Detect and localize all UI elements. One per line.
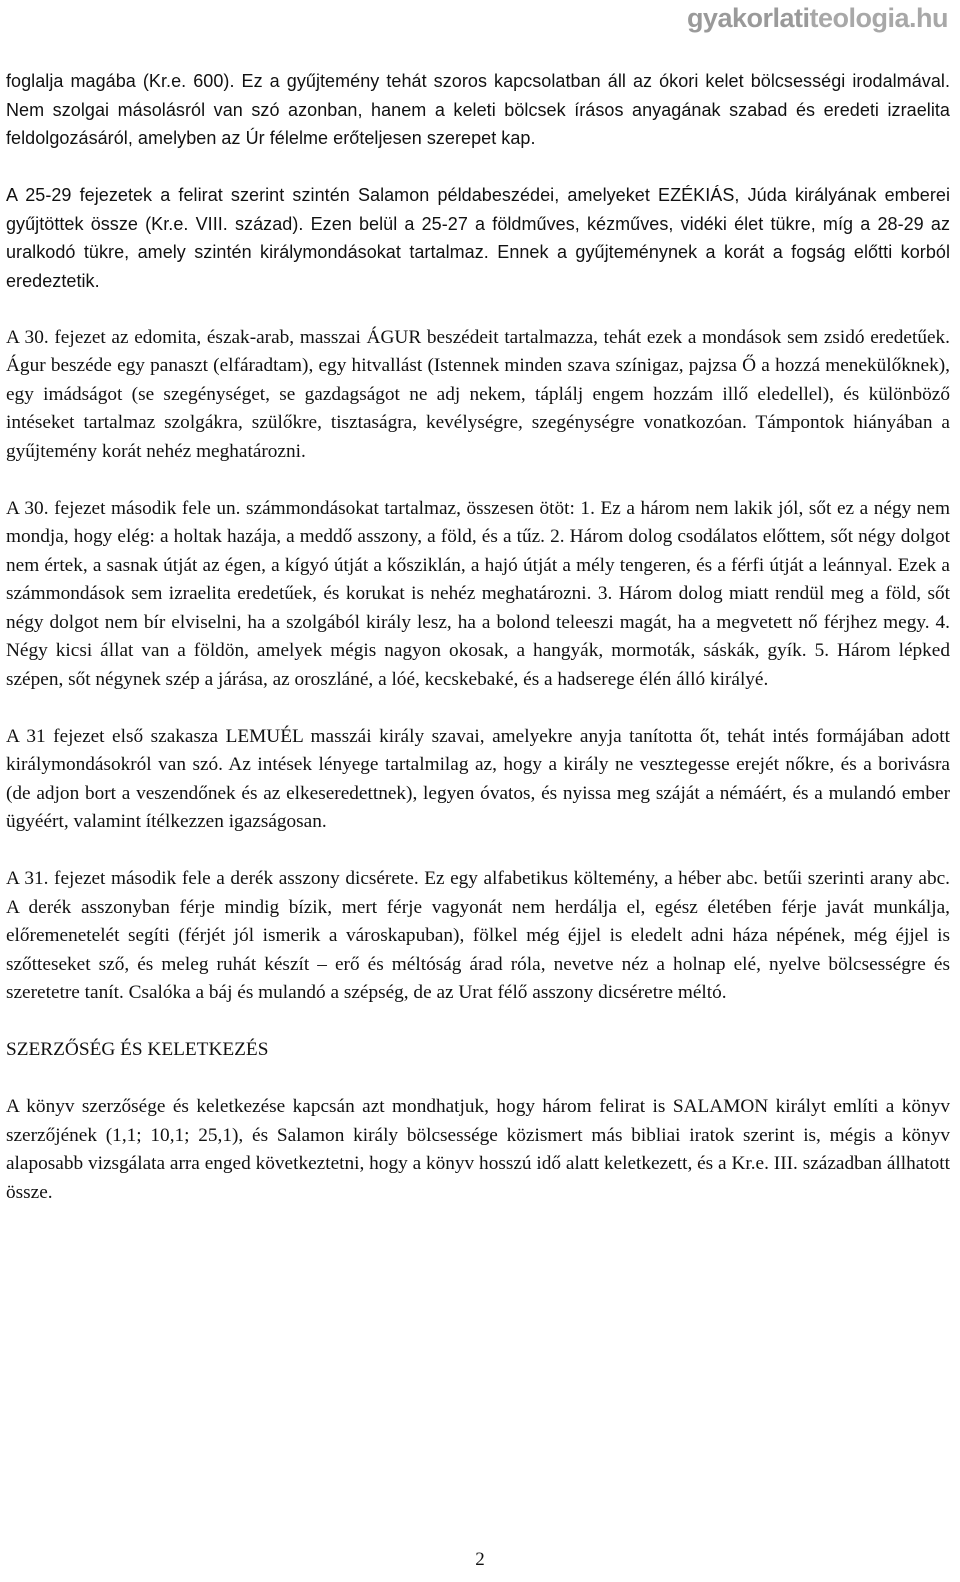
site-logo-part1: gyakorlati bbox=[686, 3, 810, 33]
document-body bbox=[6, 67, 950, 1236]
section-heading: SZERZŐSÉG ÉS KELETKEZÉS bbox=[6, 1039, 269, 1060]
paragraph-6: A 31. fejezet második fele a derék asszony dicsérete. Ez egy alfabetikus költemény, a héber abc. betűi szerinti arany abc. A derék asszonyban férje mindig bízik, mert férje vagyonát nem herdálja el, egész életében férje javát munkálja, előremenetelét segíti (férjét jól ismerik a városkapuban), fölkel még éjjel is eledelt adni háza népének, még éjjel is szőtteseket sző, és meleg ruhát készít – erő és méltóság árad róla, nevetve néz a holnap elé, nyelve bölcsességre és szeretetre tanít. Csalóka a báj és mulandó a szépség, de az Urat félő asszony dicséretre méltó. bbox=[6, 868, 950, 1003]
paragraph-4: A 30. fejezet második fele un. számmondásokat tartalmaz, összesen ötöt: 1. Ez a három nem lakik jól, sőt ez a négy nem mondja, hogy elég: a holtak hazája, a meddő asszony, a föld, és a tűz. 2. Három dolog csodálatos előttem, sőt négy dolgot nem értek, a sasnak útját az égen, a kígyó útját a kősziklán, a hajó útját a mély tengeren, és a férfi útját a leánnyal. Ezek a számmondások sem izraelita eredetűek, és korukat is nehéz meghatározni. 3. Három dolog miatt rendül meg a föld, sőt négy dolgot nem bír elviselni, ha a szolgából király lesz, ha a bolond teleeszi magát, ha a megvetett nő férjhez megy. 4. Négy kicsi állat van a földön, amelyek mégis nagyon okosak, a hangyák, mormoták, sáskák, gyík. 5. Három lépked szépen, sőt négynek szép a járása, az oroszláné, a lóé, kecskebaké, és a hadserege élén álló királyé. bbox=[6, 497, 950, 690]
paragraph-2: A 25-29 fejezetek a felirat szerint szintén Salamon példabeszédei, amelyeket EZÉKIÁS, Júda királyának emberei gyűjtöttek össze (Kr.e. VIII. század). Ezen belül a 25-27 a földműves, kézműves, vidéki élet tükre, míg a 28-29 az uralkodó tükre, amely szintén királymondásokat tartalmaz. Ennek a gyűjteménynek a korát a fogság előtti korból eredeztetik. bbox=[6, 185, 950, 291]
site-logo bbox=[687, 2, 948, 34]
paragraph-1: foglalja magába (Kr.e. 600). Ez a gyűjtemény tehát szoros kapcsolatban áll az ókori kelet bölcsességi irodalmával. Nem szolgai másolásról van szó azonban, hanem a keleti bölcsek írásos anyagának szabad és eredeti izraelita feldolgozásáról, amelyben az Úr félelme erőteljesen szerepet kap. bbox=[6, 71, 950, 148]
section-paragraph: A könyv szerzősége és keletkezése kapcsán azt mondhatjuk, hogy három felirat is SALAMON királyt említi a könyv szerzőjének (1,1; 10,1; 25,1), és Salamon király bölcsessége közismert más bibliai iratok szerint is, mégis a könyv alaposabb vizsgálata arra enged következtetni, hogy a könyv hosszú idő alatt keletkezett, és a Kr.e. III. században állhatott össze. bbox=[6, 1096, 950, 1203]
site-logo-part2: teologia.hu bbox=[809, 3, 948, 33]
paragraph-5: A 31 fejezet első szakasza LEMUÉL masszái király szavai, amelyekre anyja tanította őt, tehát intés formájában adott királymondásokról van szó. Az intések lényege tartalmilag az, hogy a király ne vesztegesse erejét nőkre, és a borivásra (de adjon bort a veszendőnek és az elkeseredettnek), legyen óvatos, és nyissa meg száját a némáért, és a mulandó ember ügyéért, valamint ítélkezzen igazságosan. bbox=[6, 725, 950, 832]
page-number: 2 bbox=[475, 1549, 485, 1570]
paragraph-3: A 30. fejezet az edomita, észak-arab, masszai ÁGUR beszédeit tartalmazza, tehát ezek a mondások sem zsidó eredetűek. Águr beszéde egy panaszt (elfáradtam), egy hitvallást (Istennek minden szava színigaz, pajzsa Ő a hozzá menekülőknek), egy imádságot (se szegénységet, se gazdagságot ne adj nekem, táplálj engem hozzám illő eledellel), és különböző intéseket tartalmaz szolgákra, szülőkre, tisztaságra, kevélységre, szegénységre vonatkozóan. Támpontok hiányában a gyűjtemény korát nehéz meghatározni. bbox=[6, 326, 950, 462]
